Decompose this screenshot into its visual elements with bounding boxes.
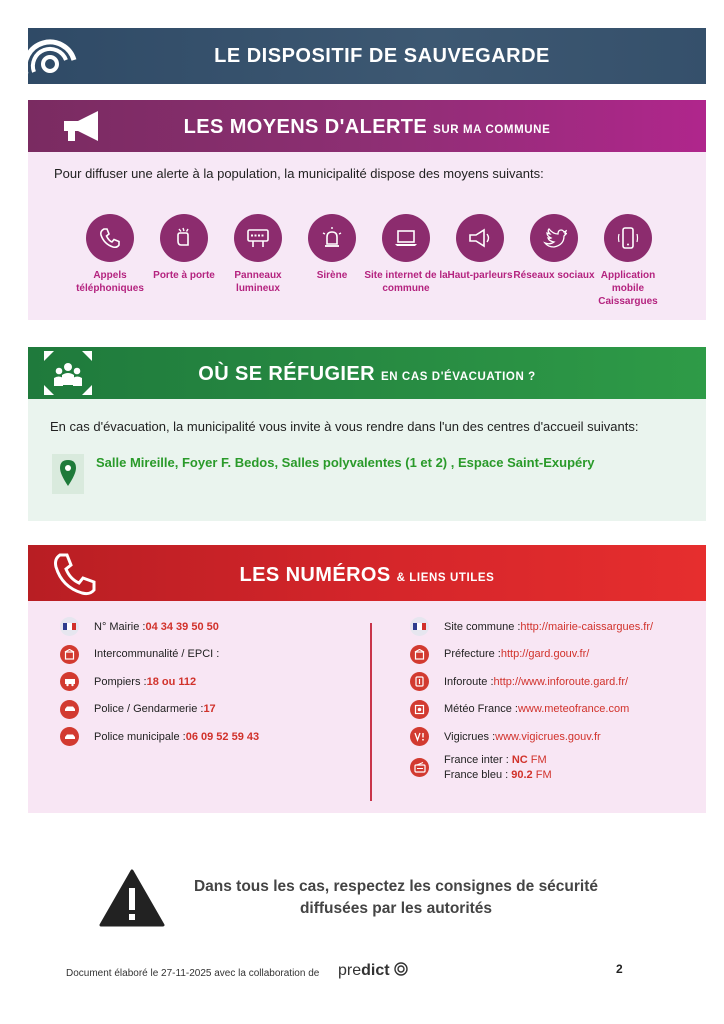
numbers-left-column (60, 613, 259, 751)
weather-icon (410, 700, 429, 719)
predict-logo (338, 962, 408, 980)
link-row-meteo[interactable] (410, 696, 653, 724)
town-crest-icon (410, 617, 429, 636)
contact-row-pompiers (60, 668, 259, 696)
radio-inter-label: France inter : (444, 753, 512, 766)
refuge-section (28, 347, 706, 521)
radio-inter-unit: FM (527, 753, 547, 766)
contact-label: Police municipale : (94, 730, 186, 743)
building-icon (60, 645, 79, 664)
police-car-icon (60, 700, 79, 719)
alert-mean-label: Sirène (316, 270, 348, 281)
contact-row-police (60, 696, 259, 724)
alert-title: LES MOYENS D'ALERTE (183, 116, 428, 138)
inforoute-link[interactable]: http://www.inforoute.gard.fr/ (493, 675, 629, 688)
laptop-icon (393, 225, 419, 251)
alert-mean-app (586, 214, 670, 308)
radio-icon (410, 758, 429, 777)
alert-mean-website (364, 214, 448, 295)
title-bar (28, 28, 706, 84)
contact-label: Pompiers : (94, 675, 147, 688)
link-row-inforoute[interactable] (410, 668, 653, 696)
numbers-subtitle: & LIENS UTILES (396, 572, 495, 584)
alert-mean-label: Porte à porte (153, 270, 215, 281)
brand-part-1: pre (338, 962, 362, 979)
alert-mean-label: Panneaux lumineux (234, 270, 282, 294)
refuge-header (28, 347, 706, 399)
alert-means-list (68, 214, 668, 314)
alert-intro: Pour diffuser une alerte à la population, la municipalité dispose des moyens suivants: (54, 166, 544, 181)
link-label: Météo France : (444, 703, 518, 716)
alert-mean-label: Site internet de la commune (364, 270, 448, 294)
link-row-commune[interactable] (410, 613, 653, 641)
location-pin-box (52, 454, 84, 494)
predict-spiral-icon (394, 962, 408, 976)
link-label: Préfecture : (444, 648, 501, 661)
refuge-body (28, 399, 706, 521)
contact-row-police-municipale (60, 723, 259, 751)
alert-subtitle: SUR MA COMMUNE (433, 124, 551, 136)
alert-mean-social (512, 214, 596, 282)
phone-icon (97, 225, 123, 251)
radio-bleu-unit: FM (532, 768, 552, 781)
siren-icon (319, 225, 345, 251)
contact-value: 04 34 39 50 50 (145, 620, 219, 633)
display-panel-icon (245, 225, 271, 251)
numbers-right-column (410, 613, 653, 785)
radio-row (410, 751, 653, 785)
vigicrues-icon (410, 727, 429, 746)
refuge-intro: En cas d'évacuation, la municipalité vous invite à vous rendre dans l'un des centres d'accueil suivants: (50, 419, 639, 434)
refuge-subtitle: EN CAS D'ÉVACUATION ? (380, 371, 536, 383)
alert-mean-speakers (438, 214, 522, 282)
fire-truck-icon (60, 672, 79, 691)
alert-mean-panel (216, 214, 300, 295)
police-car-icon (60, 727, 79, 746)
alert-mean-siren (290, 214, 374, 282)
column-divider (370, 623, 372, 801)
contact-label: N° Mairie : (94, 620, 146, 633)
location-pin-icon (52, 454, 84, 494)
warning-triangle-icon (98, 868, 166, 928)
contact-row-mairie (60, 613, 259, 641)
contact-value: 06 09 52 59 43 (185, 730, 260, 743)
twitter-bird-icon (541, 225, 567, 251)
radio-bleu-label: France bleu : (444, 768, 512, 781)
brand-part-2: dict (361, 962, 390, 979)
refuge-places: Salle Mireille, Foyer F. Bedos, Salles polyvalentes (1 et 2) , Espace Saint-Exupéry (96, 455, 595, 470)
link-row-prefecture[interactable] (410, 641, 653, 669)
page-title: LE DISPOSITIF DE SAUVEGARDE (214, 45, 550, 67)
alert-mean-door (142, 214, 226, 282)
alert-mean-phone (68, 214, 152, 295)
numbers-header (28, 545, 706, 601)
safety-warning (170, 876, 622, 920)
road-sign-icon (410, 672, 429, 691)
warning-line-2: diffusées par les autorités (299, 900, 493, 917)
contact-label: Intercommunalité / EPCI : (94, 648, 220, 661)
link-label: Inforoute : (444, 675, 494, 688)
numbers-section (28, 545, 706, 813)
smartphone-icon (615, 225, 641, 251)
page-number: 2 (616, 962, 623, 976)
contact-label: Police / Gendarmerie : (94, 703, 204, 716)
alert-section (28, 100, 706, 320)
contact-row-epci (60, 641, 259, 669)
footer-text: Document élaboré le 27-11-2025 avec la collaboration de (66, 968, 320, 979)
spiral-logo-icon (20, 30, 80, 90)
alert-mean-label: Haut-parleurs (447, 270, 513, 281)
refuge-title: OÙ SE RÉFUGIER (198, 363, 375, 385)
numbers-body (28, 601, 706, 813)
contact-value: 18 ou 112 (146, 675, 197, 688)
alert-header (28, 100, 706, 152)
link-label: Vigicrues : (444, 730, 496, 743)
link-row-vigicrues[interactable] (410, 723, 653, 751)
radio-inter-value: NC (511, 753, 528, 766)
door-knock-icon (171, 225, 197, 251)
meteo-link[interactable]: www.meteofrance.com (517, 703, 630, 716)
prefecture-link[interactable]: http://gard.gouv.fr/ (500, 648, 590, 661)
warning-line-1: Dans tous les cas, respectez les consignes de sécurité (193, 878, 599, 895)
loudspeaker-icon (467, 225, 493, 251)
alert-mean-label: Application mobile Caissargues (598, 270, 658, 307)
building-icon (410, 645, 429, 664)
commune-link[interactable]: http://mairie-caissargues.fr/ (520, 620, 654, 633)
alert-body (28, 152, 706, 320)
alert-mean-label: Appels téléphoniques (76, 270, 144, 294)
alert-mean-label: Réseaux sociaux (513, 270, 595, 281)
radio-bleu-value: 90.2 (511, 768, 533, 781)
vigicrues-link[interactable]: www.vigicrues.gouv.fr (495, 730, 601, 743)
link-label: Site commune : (444, 620, 521, 633)
contact-value: 17 (203, 703, 216, 716)
town-crest-icon (60, 617, 79, 636)
numbers-title: LES NUMÉROS (239, 564, 391, 586)
